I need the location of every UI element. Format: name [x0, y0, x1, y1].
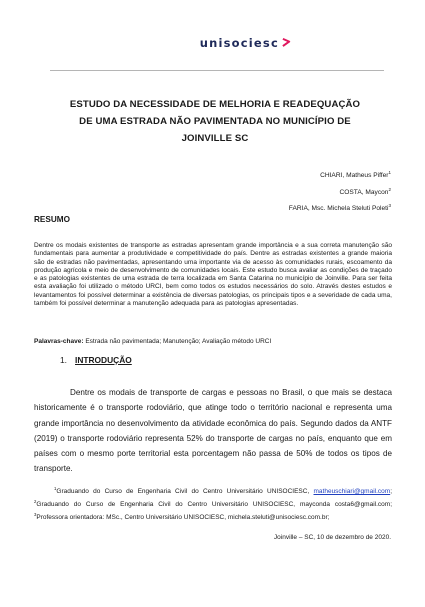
section-heading-introduction	[60, 355, 132, 365]
dateline: Joinville – SC, 10 de dezembro de 2020.	[273, 534, 391, 541]
abstract-heading: RESUMO	[34, 215, 70, 224]
title-line-3: JOINVILLE SC	[181, 133, 249, 144]
keywords-line	[34, 338, 271, 345]
footnote-1: Graduando do Curso de Engenharia Civil do Centro Universitário UNISOCIESC,	[56, 488, 310, 496]
university-logo	[200, 36, 291, 50]
title-line-1: ESTUDO DA NECESSIDADE DE MELHORIA E READEQUAÇÃO	[69, 99, 361, 110]
footnote-2: Graduando do Curso de Engenharia Civil do Centro Universitário UNISOCIESC, mayconda costa6@gmail.com;	[36, 500, 392, 508]
footnotes: $^1$Graduando do Curso de Engenharia Civil do Centro Universitário UNISOCIESC, matheuschiari@gmail.com; $^2$Graduando do Curso de Engenharia Civil do Centro Universitário UNISOCIESC, mayconda costa6@gmail.com; $^3$Professora orientadora: MSc., Centro Universitário UNISOCIESC, michela.steluti@unisociesc.com.br;	[34, 486, 392, 521]
keywords-label: Palavras-chave:	[34, 338, 84, 345]
header-divider	[50, 70, 384, 71]
author-list	[289, 166, 391, 216]
keywords-value: Estrada não pavimentada; Manutenção; Avaliação método URCI	[85, 338, 272, 345]
author-3: FARIA, Msc. Michela Steluti Poleti$^3$	[288, 203, 391, 213]
paper-title	[40, 96, 390, 147]
footnote-3: Professora orientadora: MSc., Centro Universitário UNISOCIESC, michela.steluti@unisociesc.com.br;	[36, 513, 330, 521]
title-line-2: DE UMA ESTRADA NÃO PAVIMENTADA NO MUNICÍPIO DE	[79, 116, 351, 127]
section-number: 1.	[60, 355, 67, 365]
footnote-1-email-link[interactable]: matheuschiari@gmail.com	[313, 488, 391, 496]
section-title: INTRODUÇÃO	[75, 355, 132, 365]
author-1: CHIARI, Matheus Piffer$^1$	[320, 170, 391, 180]
introduction-paragraph: Dentre os modais de transporte de cargas e pessoas no Brasil, o que mais se destaca historicamente é o transporte rodoviário, que atinge todo o território nacional e representa uma grande importância no desenvolvimento da atividade econômica do país. Segundo dados da ANTF (2019) o transporte rodoviário representa 52% do transporte de cargas no país, enquanto que em países com o mesmo porte territorial esta porcentagem não passa de 50% de todos os tipos de transporte.	[34, 388, 392, 474]
logo-chevron-icon	[282, 38, 291, 47]
author-2: COSTA, Maycon$^2$	[339, 186, 391, 196]
abstract-text: Dentre os modais existentes de transporte as estradas apresentam grande importância e a sua correta manutenção são fundamentais para aumentar a produtividade e competitividade do país. Dentre as estradas existentes a grande maioria são de estradas não pavimentadas, apresentando uma importante via de acesso às comunidades rurais, escoamento da produção agrícola e meio de desenvolvimento de comunidades locais. Este estudo busca avaliar as condições de traçado e as patologias existentes de uma estrada de terra localizada em Santa Catarina no município de Joinville. Para ser feita esta avaliação foi utilizado o método URCI, bem como todos os estudos necessários do solo. Através destes estudos e levantamentos foi possível determinar a existência de diversas patologias, os principais tipos e a severidade de cada uma, também foi possível determinar a manutenção adequada para as patologias apresentadas.	[34, 242, 392, 308]
logo-wordmark: unisociesc	[199, 36, 279, 50]
